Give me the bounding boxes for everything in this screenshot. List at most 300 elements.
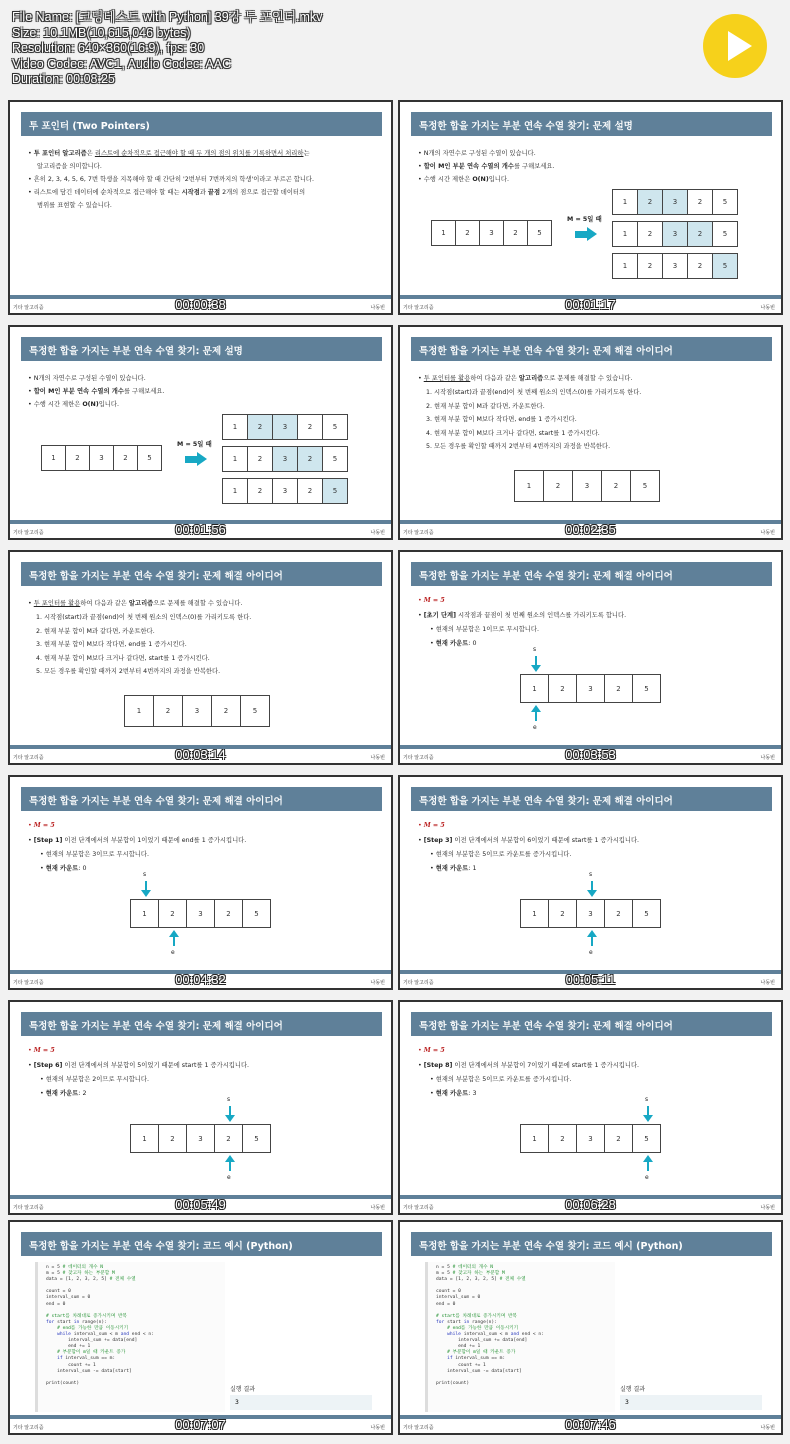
- line-text: 리스트에 담긴 데이터에 순차적으로 접근해야 할 때는 시작점과 끝점 2개의 점으로 접근할 데이터의: [33, 189, 306, 196]
- bullet: •: [28, 822, 34, 829]
- numbered-step: [426, 441, 610, 450]
- code-line: if interval_sum == m:: [57, 1356, 116, 1362]
- bullet: •: [430, 865, 436, 872]
- bullet: •: [40, 865, 46, 872]
- array-cell: 3: [186, 899, 215, 928]
- array-cell: 5: [240, 695, 270, 727]
- footer-course: 기타 알고리즘: [13, 530, 44, 536]
- m-value: M = 5: [33, 822, 55, 829]
- footer-course: 기타 알고리즘: [403, 305, 434, 311]
- array-cell: 2: [637, 253, 663, 279]
- array-cell: 1: [612, 221, 638, 247]
- video-frame: [8, 1000, 393, 1215]
- array-cell: 5: [632, 1124, 661, 1153]
- current-count: [430, 638, 476, 647]
- line-text: 투 포인터를 활용하여 다음과 같은 알고리즘으로 문제를 해결할 수 있습니다.: [33, 600, 243, 607]
- bullet: •: [28, 388, 34, 395]
- partial-sum-note: [40, 1074, 149, 1083]
- code-line: end = 0: [436, 1301, 456, 1307]
- start-pointer-label: s: [227, 1096, 231, 1103]
- array-cell: 2: [297, 478, 323, 504]
- bullet: •: [418, 176, 424, 183]
- array-cell: 5: [322, 414, 348, 440]
- array-cell: 2: [548, 899, 577, 928]
- line-text: N개의 자연수로 구성된 수열이 있습니다.: [33, 375, 146, 382]
- array-cell: 5: [630, 470, 660, 502]
- line-text: [Step 8] 이전 단계에서의 부분합이 7이었기 때문에 start를 1 증가시킵니다.: [423, 1062, 640, 1069]
- footer-course: 기타 알고리즘: [13, 755, 44, 761]
- slide-title: 특정한 합을 가지는 부분 연속 수열 찾기: 문제 해결 아이디어: [21, 562, 382, 586]
- video-frame: [8, 775, 393, 990]
- arrow-up-icon: [225, 1155, 235, 1171]
- array-cell: 5: [712, 189, 738, 215]
- video-frame: [398, 1000, 783, 1215]
- line-text: 2. 현재 부분 합이 M과 같다면, 카운트한다.: [36, 627, 155, 635]
- step-description: [418, 1060, 639, 1069]
- array-cell: 2: [687, 189, 713, 215]
- bullet: •: [28, 189, 34, 196]
- video-frame: [398, 550, 783, 765]
- right-arrow-icon: [575, 231, 587, 238]
- output-label: 실행 결과: [620, 1386, 646, 1393]
- footer-author: 나동빈: [760, 1205, 775, 1211]
- bullet-item: [28, 187, 305, 196]
- line-text: [Step 1] 이전 단계에서의 부분합이 1이었기 때문에 end를 1 증가시킵니다.: [33, 837, 247, 844]
- code-line: # 부분합이 m일 때 카운트 증가: [57, 1350, 126, 1356]
- bullet: •: [418, 1047, 424, 1054]
- slide-title: 특정한 합을 가지는 부분 연속 수열 찾기: 문제 해결 아이디어: [411, 562, 772, 586]
- line-text: 2. 현재 부분 합이 M과 같다면, 카운트한다.: [426, 402, 545, 410]
- start-pointer-label: s: [589, 871, 593, 878]
- array-cell: 2: [214, 899, 243, 928]
- code-line: interval_sum = 0: [46, 1295, 91, 1301]
- footer-author: 나동빈: [370, 1205, 385, 1211]
- m-value-line: [418, 822, 445, 829]
- footer-author: 나동빈: [760, 755, 775, 761]
- bullet: •: [418, 822, 424, 829]
- output-value: 3: [230, 1395, 372, 1410]
- bullet: •: [40, 1090, 46, 1097]
- partial-sum-note: [430, 1074, 571, 1083]
- line-text: 4. 현재 부분 합이 M보다 크거나 같다면, start를 1 증가시킨다.: [426, 429, 600, 437]
- arrow-up-icon: [531, 705, 541, 721]
- numbered-step: [36, 639, 187, 648]
- timestamp: 00:00:38: [175, 297, 226, 312]
- video-frame: [8, 325, 393, 540]
- footer-author: 나동빈: [370, 1425, 385, 1431]
- bullet: •: [418, 837, 424, 844]
- timestamp: 00:07:46: [565, 1417, 616, 1432]
- m-value-line: [28, 822, 55, 829]
- slide-title: 특정한 합을 가지는 부분 연속 수열 찾기: 문제 설명: [21, 337, 382, 361]
- numbered-step: [426, 414, 577, 423]
- arrow-up-icon: [643, 1155, 653, 1171]
- bullet-item: [418, 373, 632, 382]
- line-text: 현재의 부분합은 3이므로 무시합니다.: [45, 851, 149, 858]
- m-value-line: [28, 1047, 55, 1054]
- right-arrow-icon: [185, 456, 197, 463]
- slide-title: 특정한 합을 가지는 부분 연속 수열 찾기: 문제 해결 아이디어: [21, 1012, 382, 1036]
- timestamp: 00:05:49: [175, 1197, 226, 1212]
- number-array: [521, 899, 661, 928]
- current-count: [40, 1088, 86, 1097]
- code-line: m = 5 # 찾고자 하는 부분합 M: [436, 1271, 505, 1277]
- step-description: [28, 1060, 249, 1069]
- bullet: •: [430, 1076, 436, 1083]
- timestamp: 00:07:07: [175, 1417, 226, 1432]
- array-cell: 2: [158, 899, 187, 928]
- timestamp: 00:04:32: [175, 972, 226, 987]
- number-array: [613, 253, 738, 279]
- timestamp: 00:02:35: [565, 522, 616, 537]
- code-line: while interval_sum < m and end < n:: [57, 1332, 154, 1338]
- number-array: [613, 221, 738, 247]
- footer-course: 기타 알고리즘: [403, 980, 434, 986]
- footer-author: 나동빈: [370, 530, 385, 536]
- footer-course: 기타 알고리즘: [13, 1425, 44, 1431]
- number-array: [131, 1124, 271, 1153]
- line-text: 현재 카운트: 1: [435, 865, 477, 872]
- bullet: •: [418, 150, 424, 157]
- bullet: •: [28, 1062, 34, 1069]
- code-line: # 부분합이 m일 때 카운트 증가: [447, 1350, 516, 1356]
- timestamp: 00:03:14: [175, 747, 226, 762]
- line-text: N개의 자연수로 구성된 수열이 있습니다.: [423, 150, 536, 157]
- footer-author: 나동빈: [760, 980, 775, 986]
- array-cell: 2: [548, 1124, 577, 1153]
- slide-title: 투 포인터 (Two Pointers): [21, 112, 382, 136]
- line-text: 합이 M인 부분 연속 수열의 개수를 구해보세요.: [423, 163, 555, 170]
- array-cell: 5: [242, 1124, 271, 1153]
- code-line: interval_sum += data[end]: [436, 1338, 528, 1344]
- line-text: 투 포인터를 활용하여 다음과 같은 알고리즘으로 문제를 해결할 수 있습니다.: [423, 375, 633, 382]
- footer-course: 기타 알고리즘: [13, 305, 44, 311]
- footer-course: 기타 알고리즘: [13, 980, 44, 986]
- line-text: 3. 현재 부분 합이 M보다 작다면, end를 1 증가시킨다.: [426, 416, 577, 423]
- code-line: # end를 가능한 만큼 이동시키기: [447, 1325, 519, 1331]
- start-pointer-label: s: [645, 1096, 649, 1103]
- file-name: File Name: [코딩테스트 with Python] 39강 투 포인터.mkv: [12, 10, 323, 24]
- arrow-up-icon: [587, 930, 597, 946]
- video-frame: [398, 775, 783, 990]
- array-cell: 2: [604, 899, 633, 928]
- bullet: •: [430, 626, 436, 633]
- array-cell: 3: [272, 414, 298, 440]
- line-text: 현재의 부분합은 1이므로 무시합니다.: [435, 626, 539, 633]
- bullet-item: [28, 598, 242, 607]
- slide-title: 특정한 합을 가지는 부분 연속 수열 찾기: 문제 설명: [411, 112, 772, 136]
- file-info: [12, 10, 322, 88]
- code-line: count = 0: [46, 1289, 71, 1295]
- array-cell: 3: [182, 695, 212, 727]
- bullet-item: [28, 399, 119, 408]
- array-cell: 2: [158, 1124, 187, 1153]
- line-text: 흔히 2, 3, 4, 5, 6, 7번 학생을 지목해야 할 때 간단히 '2번부터 7번까지의 학생'이라고 부르곤 합니다.: [33, 176, 314, 183]
- array-cell: 5: [632, 899, 661, 928]
- code-line: print(count): [46, 1380, 80, 1386]
- number-array: [521, 1124, 661, 1153]
- line-text: 5. 모든 경우를 확인할 때까지 2번부터 4번까지의 과정을 반복한다.: [36, 668, 221, 675]
- arrow-head: [587, 227, 597, 241]
- step-description: [418, 610, 626, 619]
- arrow-down-icon: [531, 656, 541, 672]
- array-cell: 1: [520, 1124, 549, 1153]
- video-frame: [398, 325, 783, 540]
- array-cell: 3: [272, 478, 298, 504]
- line-text: 현재의 부분합은 5이므로 카운트를 증가시킵니다.: [435, 851, 572, 858]
- line-text: 5. 모든 경우를 확인할 때까지 2번부터 4번까지의 과정을 반복한다.: [426, 443, 611, 450]
- array-cell: 5: [322, 446, 348, 472]
- slide-title: 특정한 합을 가지는 부분 연속 수열 찾기: 문제 해결 아이디어: [411, 1012, 772, 1036]
- step-description: [418, 835, 639, 844]
- line-text: 현재 카운트: 0: [435, 640, 477, 647]
- play-logo-icon: [703, 14, 767, 78]
- start-pointer-label: s: [533, 646, 537, 653]
- end-pointer-label: e: [645, 1174, 649, 1181]
- code-line: data = [1, 2, 3, 2, 5] # 전체 수열: [436, 1277, 526, 1283]
- arrow-head: [197, 452, 207, 466]
- footer-author: 나동빈: [370, 980, 385, 986]
- footer-course: 기타 알고리즘: [403, 1425, 434, 1431]
- array-cell: 2: [503, 220, 528, 246]
- video-frame: [398, 1220, 783, 1435]
- slide-title: 특정한 합을 가지는 부분 연속 수열 찾기: 코드 예시 (Python): [411, 1232, 772, 1256]
- code-line: end += 1: [436, 1344, 481, 1350]
- array-cell: 1: [514, 470, 544, 502]
- array-cell: 1: [124, 695, 154, 727]
- array-cell: 2: [247, 414, 273, 440]
- array-cell: 5: [322, 478, 348, 504]
- code-line: for start in range(n):: [436, 1319, 497, 1325]
- array-cell: 1: [41, 445, 66, 471]
- array-cell: 3: [576, 674, 605, 703]
- bullet: •: [28, 375, 34, 382]
- array-cell: 2: [297, 414, 323, 440]
- array-cell: 5: [137, 445, 162, 471]
- bullet: •: [40, 851, 46, 858]
- slide-title: 특정한 합을 가지는 부분 연속 수열 찾기: 문제 해결 아이디어: [411, 787, 772, 811]
- array-cell: 1: [222, 446, 248, 472]
- array-cell: 1: [130, 1124, 159, 1153]
- array-cell: 3: [272, 446, 298, 472]
- number-array: [223, 446, 348, 472]
- bullet: •: [28, 150, 34, 157]
- timestamp: 00:06:28: [565, 1197, 616, 1212]
- footer-author: 나동빈: [370, 755, 385, 761]
- line-text: 수행 시간 제한은 O(N)입니다.: [33, 401, 119, 408]
- array-cell: 3: [186, 1124, 215, 1153]
- video-frame: [8, 550, 393, 765]
- array-cell: 2: [153, 695, 183, 727]
- code-block: [35, 1262, 225, 1412]
- array-cell: 3: [572, 470, 602, 502]
- bullet-continuation: [37, 161, 102, 170]
- array-cell: 2: [548, 674, 577, 703]
- code-line: # start를 차례대로 증가시키며 반복: [436, 1313, 517, 1319]
- number-array: [521, 674, 661, 703]
- numbered-step: [426, 401, 545, 410]
- duration: Duration: 00:08:25: [12, 72, 115, 86]
- bullet: •: [40, 1076, 46, 1083]
- end-pointer-label: e: [171, 949, 175, 956]
- code-block: [425, 1262, 615, 1412]
- code-line: m = 5 # 찾고자 하는 부분합 M: [46, 1271, 115, 1277]
- bullet-item: [418, 174, 509, 183]
- array-cell: 3: [662, 189, 688, 215]
- footer-course: 기타 알고리즘: [403, 1205, 434, 1211]
- code-line: if interval_sum == m:: [447, 1356, 506, 1362]
- array-cell: 5: [712, 221, 738, 247]
- arrow-up-icon: [169, 930, 179, 946]
- bullet-item: [418, 161, 554, 170]
- array-cell: 2: [604, 674, 633, 703]
- footer-author: 나동빈: [760, 305, 775, 311]
- number-array: [613, 189, 738, 215]
- step-description: [28, 835, 246, 844]
- array-cell: 2: [211, 695, 241, 727]
- code-line: interval_sum = 0: [436, 1295, 481, 1301]
- number-array: [42, 445, 162, 471]
- array-cell: 2: [297, 446, 323, 472]
- code-line: for start in range(n):: [46, 1319, 107, 1325]
- arrow-down-icon: [225, 1106, 235, 1122]
- arrow-down-icon: [643, 1106, 653, 1122]
- array-cell: 3: [89, 445, 114, 471]
- bullet: •: [418, 1062, 424, 1069]
- bullet-continuation: [37, 200, 112, 209]
- file-size: Size: 10.1MB(10,615,046 bytes): [12, 25, 191, 40]
- array-cell: 3: [479, 220, 504, 246]
- start-pointer-label: s: [143, 871, 147, 878]
- code-line: n = 5 # 데이터의 개수 N: [46, 1265, 104, 1270]
- number-array: [223, 478, 348, 504]
- end-pointer-label: e: [533, 724, 537, 731]
- bullet: •: [28, 837, 34, 844]
- m-value: M = 5: [423, 597, 445, 604]
- numbered-step: [36, 626, 155, 635]
- footer-course: 기타 알고리즘: [403, 530, 434, 536]
- slide-title: 특정한 합을 가지는 부분 연속 수열 찾기: 문제 해결 아이디어: [21, 787, 382, 811]
- array-cell: 2: [687, 221, 713, 247]
- code-line: end = 0: [46, 1301, 66, 1307]
- line-text: [Step 6] 이전 단계에서의 부분합이 5이었기 때문에 start를 1 증가시킵니다.: [33, 1062, 250, 1069]
- output-value: 3: [620, 1395, 762, 1410]
- array-cell: 5: [632, 674, 661, 703]
- line-text: 1. 시작점(start)과 끝점(end)이 첫 번째 원소의 인덱스(0)를 가리키도록 한다.: [426, 389, 642, 396]
- numbered-step: [36, 666, 220, 675]
- resolution: Resolution: 640×360(16:9), fps: 30: [12, 41, 205, 55]
- bullet-item: [28, 373, 146, 382]
- array-cell: 2: [687, 253, 713, 279]
- bullet: •: [28, 176, 34, 183]
- array-cell: 2: [113, 445, 138, 471]
- partial-sum-note: [430, 849, 571, 858]
- partial-sum-note: [430, 624, 539, 633]
- line-text: 현재 카운트: 2: [45, 1090, 87, 1097]
- code-line: # start를 차례대로 증가시키며 반복: [46, 1313, 127, 1319]
- numbered-step: [426, 387, 641, 396]
- bullet-item: [28, 386, 164, 395]
- code-line: data = [1, 2, 3, 2, 5] # 전체 수열: [46, 1277, 136, 1283]
- bullet-item: [28, 148, 310, 157]
- codec: Video Codec: AVC1, Audio Codec: AAC: [12, 56, 232, 71]
- code-line: n = 5 # 데이터의 개수 N: [436, 1265, 494, 1270]
- footer-course: 기타 알고리즘: [403, 755, 434, 761]
- m-value: M = 5: [423, 1047, 445, 1054]
- array-cell: 2: [455, 220, 480, 246]
- array-cell: 2: [247, 446, 273, 472]
- array-cell: 1: [520, 674, 549, 703]
- timestamp: 00:01:56: [175, 522, 226, 537]
- array-cell: 5: [712, 253, 738, 279]
- code-line: interval_sum += data[end]: [46, 1338, 138, 1344]
- slide-title: 특정한 합을 가지는 부분 연속 수열 찾기: 코드 예시 (Python): [21, 1232, 382, 1256]
- line-text: 현재 카운트: 0: [45, 865, 87, 872]
- line-text: 현재의 부분합은 5이므로 카운트를 증가시킵니다.: [435, 1076, 572, 1083]
- bullet: •: [418, 375, 424, 382]
- footer-author: 나동빈: [760, 530, 775, 536]
- code-line: interval_sum -= data[start]: [46, 1368, 132, 1374]
- code-line: count += 1: [436, 1362, 486, 1368]
- array-cell: 3: [662, 221, 688, 247]
- number-array: [515, 470, 660, 502]
- bullet: •: [430, 851, 436, 858]
- line-text: 수행 시간 제한은 O(N)입니다.: [423, 176, 509, 183]
- numbered-step: [36, 612, 251, 621]
- bullet-item: [418, 148, 536, 157]
- end-pointer-label: e: [227, 1174, 231, 1181]
- bullet: •: [418, 163, 424, 170]
- line-text: 현재 카운트: 3: [435, 1090, 477, 1097]
- array-cell: 1: [222, 414, 248, 440]
- array-cell: 2: [604, 1124, 633, 1153]
- video-frame: [8, 1220, 393, 1435]
- footer-course: 기타 알고리즘: [13, 1205, 44, 1211]
- code-line: print(count): [436, 1380, 470, 1386]
- array-cell: 2: [637, 189, 663, 215]
- bullet: •: [430, 1090, 436, 1097]
- code-line: count += 1: [46, 1362, 96, 1368]
- line-text: [초기 단계] 시작점과 끝점이 첫 번째 원소의 인덱스를 가리키도록 합니다.: [423, 612, 627, 619]
- code-line: count = 0: [436, 1289, 461, 1295]
- output-label: 실행 결과: [230, 1386, 256, 1393]
- m-value-line: [418, 597, 445, 604]
- number-array: [125, 695, 270, 727]
- partial-sum-note: [40, 849, 149, 858]
- bullet: •: [28, 600, 34, 607]
- line-text: 4. 현재 부분 합이 M보다 크거나 같다면, start를 1 증가시킨다.: [36, 654, 210, 662]
- array-cell: 2: [214, 1124, 243, 1153]
- timestamp: 00:03:53: [565, 747, 616, 762]
- footer-author: 나동빈: [370, 305, 385, 311]
- m-value: M = 5: [423, 822, 445, 829]
- number-array: [131, 899, 271, 928]
- array-cell: 1: [612, 253, 638, 279]
- array-cell: 2: [601, 470, 631, 502]
- current-count: [430, 1088, 476, 1097]
- array-cell: 2: [65, 445, 90, 471]
- array-cell: 5: [527, 220, 552, 246]
- array-cell: 1: [222, 478, 248, 504]
- bullet: •: [418, 597, 424, 604]
- array-cell: 5: [242, 899, 271, 928]
- number-array: [432, 220, 552, 246]
- line-text: [Step 3] 이전 단계에서의 부분합이 6이었기 때문에 start를 1 증가시킵니다.: [423, 837, 640, 844]
- slide-title: 특정한 합을 가지는 부분 연속 수열 찾기: 문제 해결 아이디어: [411, 337, 772, 361]
- array-cell: 2: [543, 470, 573, 502]
- code-line: while interval_sum < m and end < n:: [447, 1332, 544, 1338]
- numbered-step: [426, 428, 600, 437]
